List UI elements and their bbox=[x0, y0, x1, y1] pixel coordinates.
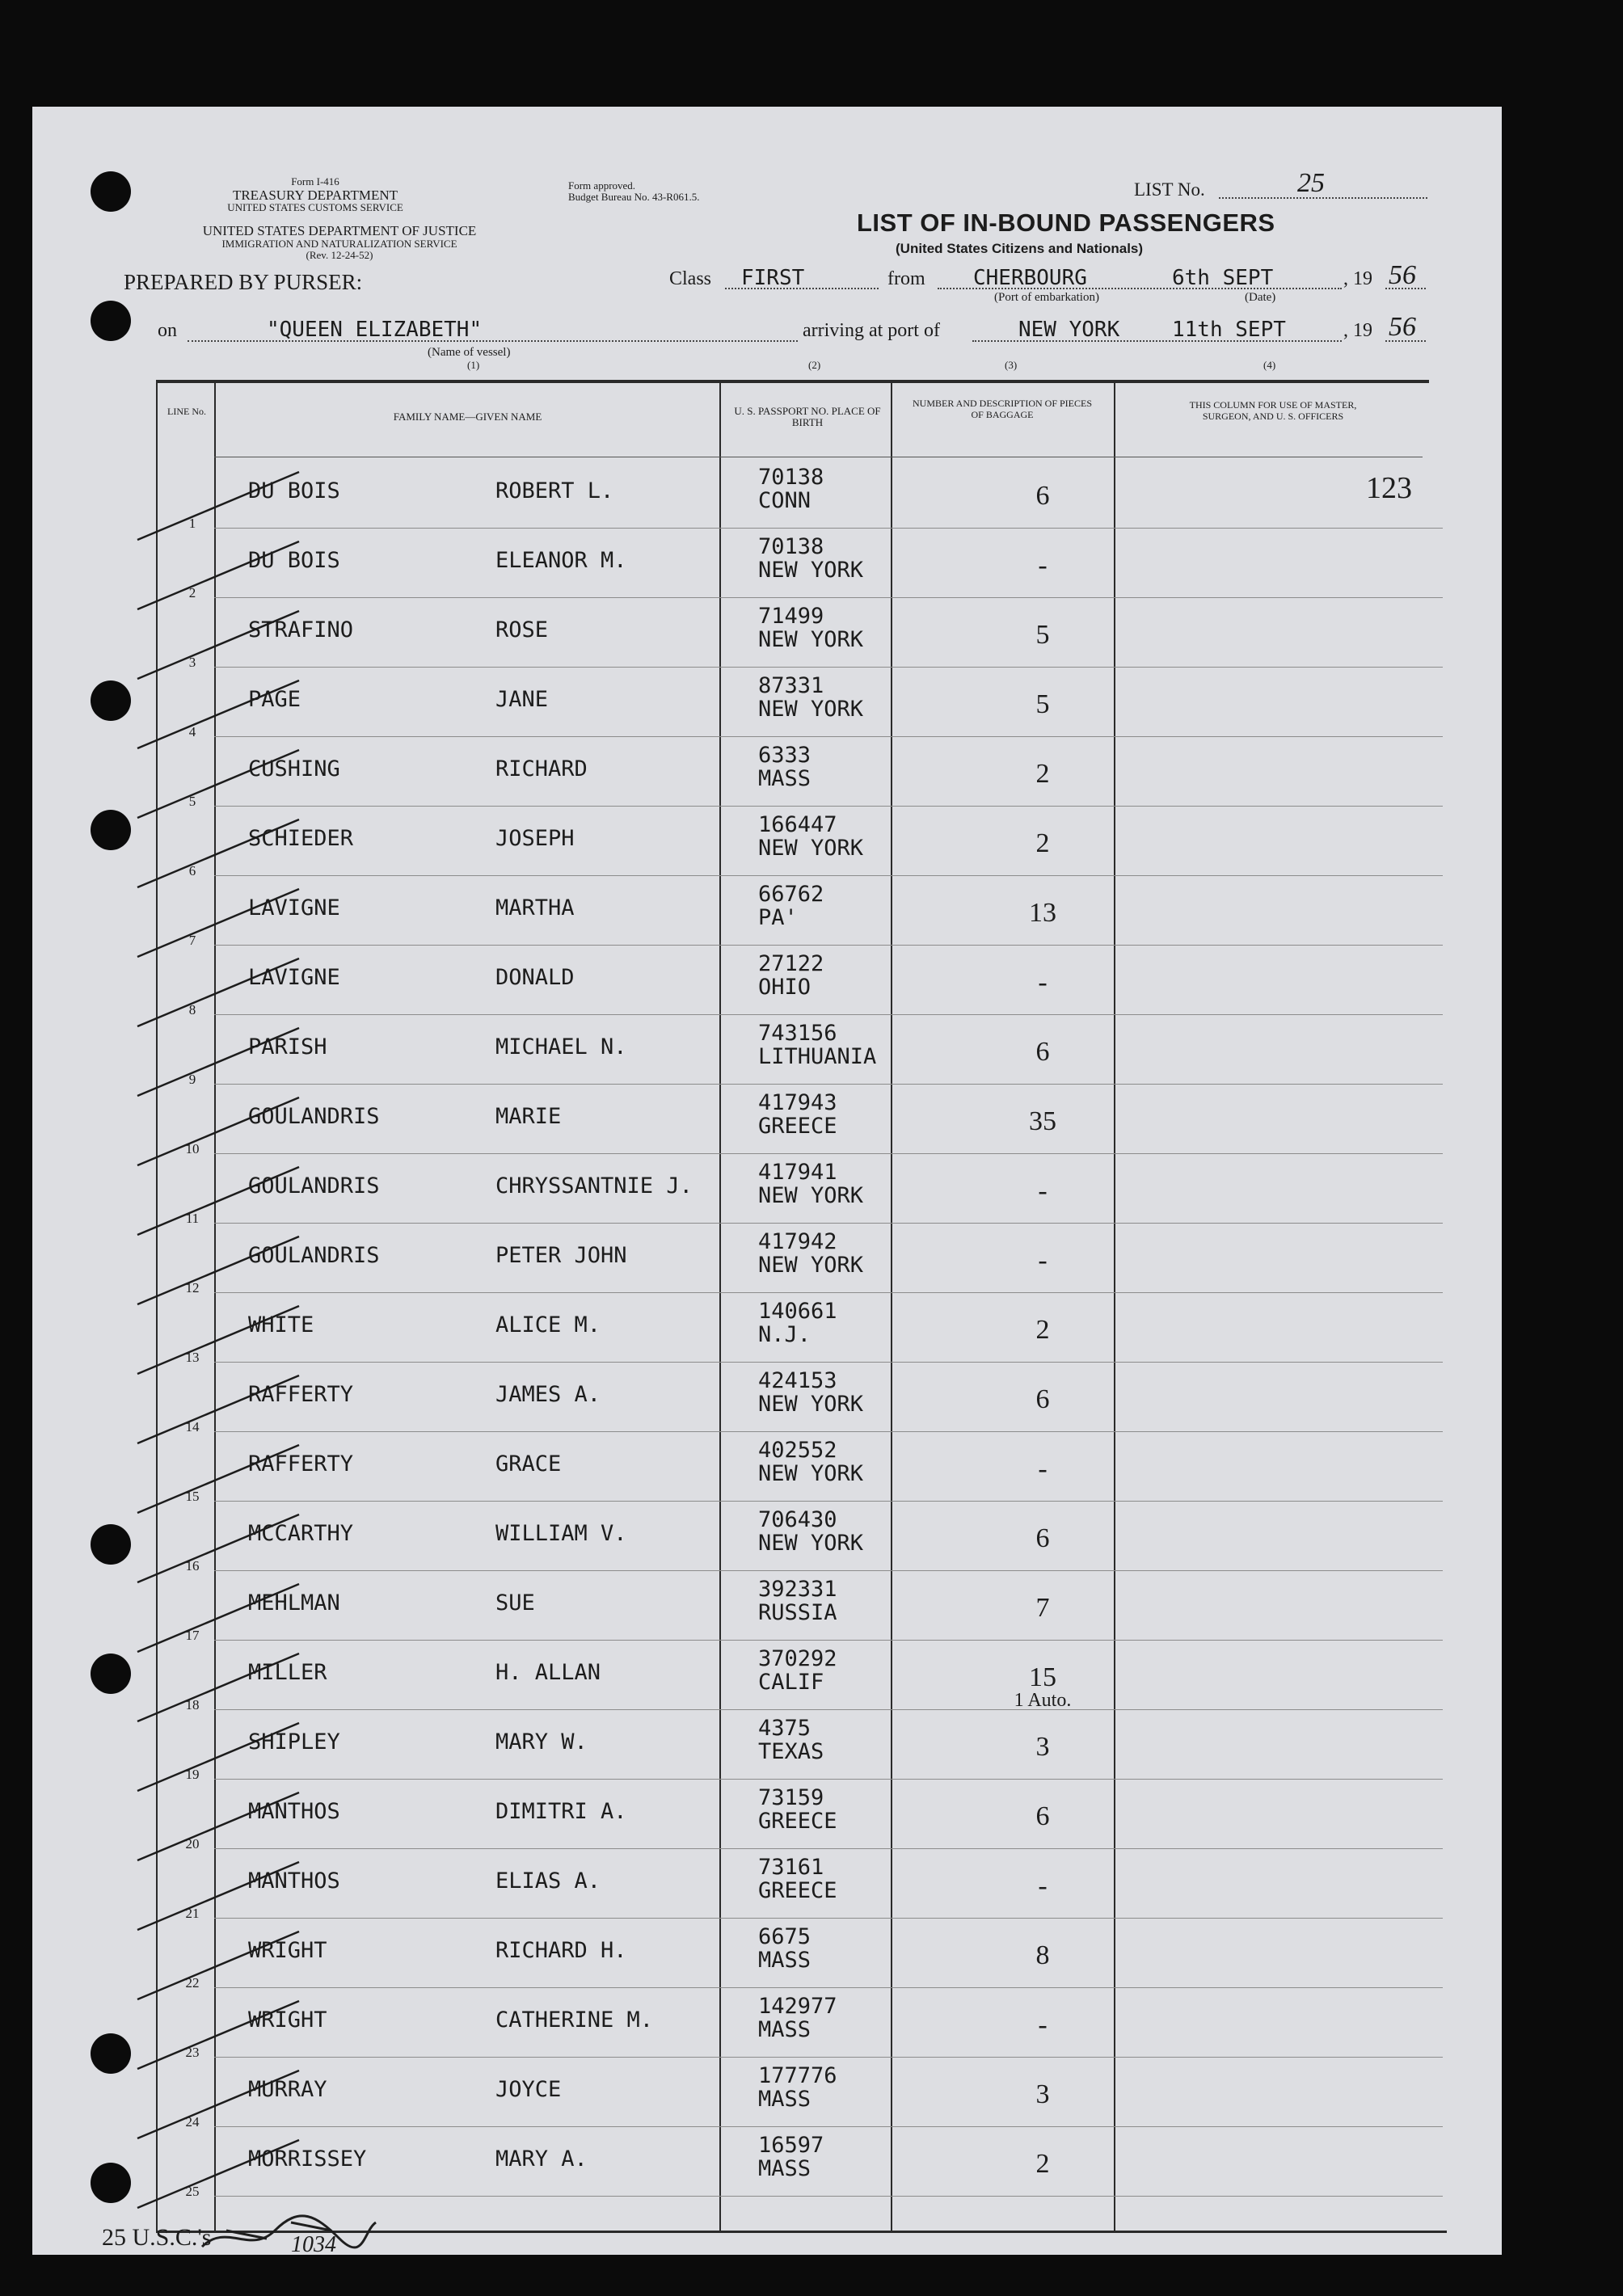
line-number: 24 bbox=[185, 2114, 200, 2130]
passport-number: 142977 bbox=[758, 1994, 837, 2019]
passport-number: 6675 bbox=[758, 1924, 812, 1949]
place-of-birth: NEW YORK bbox=[758, 1183, 864, 1208]
baggage-count: 2 bbox=[1035, 1315, 1050, 1345]
passport-number: 73161 bbox=[758, 1855, 824, 1880]
table-row bbox=[0, 1363, 1623, 1432]
embarkation-year: 56 bbox=[1389, 260, 1416, 290]
family-name: MORRISSEY bbox=[248, 2146, 367, 2172]
passport-number: 402552 bbox=[758, 1438, 837, 1463]
header-officers: THIS COLUMN FOR USE OF MASTER, SURGEON, AND U. S. OFFICERS bbox=[1189, 399, 1357, 422]
table-row bbox=[0, 1571, 1623, 1641]
table-row bbox=[0, 737, 1623, 807]
table-row bbox=[0, 1085, 1623, 1154]
place-of-birth: GREECE bbox=[758, 1809, 837, 1834]
given-name: JOYCE bbox=[495, 2077, 562, 2102]
table-row bbox=[0, 1224, 1623, 1293]
passport-number: 73159 bbox=[758, 1785, 824, 1810]
table-row bbox=[0, 529, 1623, 598]
column-number-1: (1) bbox=[467, 359, 480, 371]
line-number: 12 bbox=[185, 1280, 200, 1295]
place-of-birth: NEW YORK bbox=[758, 627, 864, 652]
place-of-birth: N.J. bbox=[758, 1322, 812, 1347]
date-caption: (Date) bbox=[1245, 291, 1276, 304]
line-number: 11 bbox=[185, 1211, 200, 1226]
class-label: Class bbox=[669, 268, 712, 289]
place-of-birth: NEW YORK bbox=[758, 1531, 864, 1556]
place-of-birth: NEW YORK bbox=[758, 836, 864, 861]
line-number: 17 bbox=[185, 1628, 200, 1643]
baggage-count: 7 bbox=[1035, 1593, 1050, 1623]
family-name: SCHIEDER bbox=[248, 826, 354, 851]
line-number: 22 bbox=[185, 1975, 200, 1991]
family-name: GOULANDRIS bbox=[248, 1173, 380, 1199]
given-name: RICHARD H. bbox=[495, 1938, 627, 1963]
header-baggage: NUMBER AND DESCRIPTION OF PIECES OF BAGGAGE bbox=[912, 398, 1093, 420]
given-name: PETER JOHN bbox=[495, 1243, 627, 1268]
table-row bbox=[0, 1293, 1623, 1363]
given-name: MARTHA bbox=[495, 895, 575, 921]
table-row bbox=[0, 1154, 1623, 1224]
check-mark bbox=[129, 2135, 339, 2216]
list-number-label: LIST No. bbox=[1134, 179, 1205, 200]
list-number: 25 bbox=[1297, 168, 1325, 198]
baggage-count: 2 bbox=[1035, 759, 1050, 789]
place-of-birth: LITHUANIA bbox=[758, 1044, 877, 1069]
passport-number: 27122 bbox=[758, 951, 824, 976]
family-name: LAVIGNE bbox=[248, 895, 340, 921]
baggage-count: 13 bbox=[1029, 898, 1056, 928]
family-name: MURRAY bbox=[248, 2077, 327, 2102]
baggage-count: 8 bbox=[1035, 1940, 1050, 1970]
baggage-count: - bbox=[1038, 550, 1048, 580]
baggage-count: 6 bbox=[1035, 1037, 1050, 1067]
table-row bbox=[0, 1641, 1623, 1713]
on-label: on bbox=[158, 320, 177, 341]
place-of-birth: NEW YORK bbox=[758, 697, 864, 722]
table-top-border bbox=[156, 380, 1429, 383]
place-of-birth: CONN bbox=[758, 488, 812, 513]
family-name: MCCARTHY bbox=[248, 1521, 354, 1546]
table-row bbox=[0, 2058, 1623, 2130]
punch-hole bbox=[91, 171, 131, 212]
given-name: WILLIAM V. bbox=[495, 1521, 627, 1546]
family-name: MEHLMAN bbox=[248, 1590, 340, 1616]
passport-number: 4375 bbox=[758, 1716, 812, 1741]
line-number: 25 bbox=[185, 2184, 200, 2199]
family-name: DU BOIS bbox=[248, 548, 340, 573]
table-row bbox=[0, 1849, 1623, 1919]
from-label: from bbox=[887, 268, 925, 289]
line-number: 3 bbox=[188, 655, 196, 670]
family-name: WHITE bbox=[248, 1312, 314, 1338]
immigration-service: IMMIGRATION AND NATURALIZATION SERVICE bbox=[221, 238, 457, 250]
passport-number: 392331 bbox=[758, 1577, 837, 1602]
family-name: GOULANDRIS bbox=[248, 1104, 380, 1129]
treasury-department: TREASURY DEPARTMENT bbox=[232, 187, 398, 203]
line-number: 14 bbox=[185, 1419, 200, 1434]
customs-service: UNITED STATES CUSTOMS SERVICE bbox=[227, 201, 403, 213]
department-of-justice: UNITED STATES DEPARTMENT OF JUSTICE bbox=[202, 223, 477, 238]
family-name: GOULANDRIS bbox=[248, 1243, 380, 1268]
given-name: RICHARD bbox=[495, 756, 588, 781]
line-number: 23 bbox=[185, 2045, 200, 2060]
arrival-year: 56 bbox=[1389, 312, 1416, 342]
baggage-count: - bbox=[1038, 1871, 1048, 1901]
baggage-description: 1 Auto. bbox=[1014, 1690, 1072, 1711]
passenger-total: 25 U.S.C.'s bbox=[102, 2224, 212, 2251]
passport-number: 6333 bbox=[758, 743, 812, 768]
line-number: 7 bbox=[188, 933, 196, 948]
given-name: MICHAEL N. bbox=[495, 1034, 627, 1060]
table-row bbox=[0, 459, 1623, 529]
line-number: 5 bbox=[188, 794, 196, 809]
line-number: 10 bbox=[185, 1141, 200, 1156]
given-name: JANE bbox=[495, 687, 549, 712]
given-name: DONALD bbox=[495, 965, 575, 990]
given-name: ROBERT L. bbox=[495, 478, 614, 503]
baggage-count: 35 bbox=[1029, 1106, 1056, 1136]
given-name: ALICE M. bbox=[495, 1312, 601, 1338]
line-number: 2 bbox=[188, 585, 196, 600]
baggage-count: - bbox=[1038, 967, 1048, 997]
place-of-birth: GREECE bbox=[758, 1114, 837, 1139]
line-number: 4 bbox=[188, 724, 196, 739]
given-name: ELIAS A. bbox=[495, 1868, 601, 1894]
baggage-count: 2 bbox=[1035, 2149, 1050, 2179]
place-of-birth: PA' bbox=[758, 905, 798, 930]
place-of-birth: GREECE bbox=[758, 1878, 837, 1903]
line-number: 9 bbox=[188, 1072, 196, 1087]
given-name: CHRYSSANTNIE J. bbox=[495, 1173, 693, 1199]
line-number: 15 bbox=[185, 1489, 200, 1504]
family-name: MILLER bbox=[248, 1660, 327, 1685]
place-of-birth: TEXAS bbox=[758, 1739, 824, 1764]
line-number: 20 bbox=[185, 1836, 200, 1852]
passport-number: 166447 bbox=[758, 812, 837, 837]
vessel-caption: (Name of vessel) bbox=[428, 346, 511, 359]
given-name: CATHERINE M. bbox=[495, 2007, 654, 2033]
passport-number: 70138 bbox=[758, 465, 824, 490]
baggage-count: 6 bbox=[1035, 1384, 1050, 1414]
family-name: RAFFERTY bbox=[248, 1382, 354, 1407]
passport-number: 177776 bbox=[758, 2063, 837, 2088]
line-number: 13 bbox=[185, 1350, 200, 1365]
baggage-count: 5 bbox=[1035, 620, 1050, 650]
family-name: SHIPLEY bbox=[248, 1729, 340, 1755]
column-number-2: (2) bbox=[808, 359, 821, 371]
given-name: JOSEPH bbox=[495, 826, 575, 851]
passport-number: 140661 bbox=[758, 1299, 837, 1324]
embarkation-date: 6th SEPT bbox=[1172, 266, 1274, 290]
header-passport: U. S. PASSPORT NO. PLACE OF BIRTH bbox=[734, 405, 881, 428]
family-name: PARISH bbox=[248, 1034, 327, 1060]
place-of-birth: MASS bbox=[758, 1948, 812, 1973]
header-line-no: LINE No. bbox=[167, 406, 206, 417]
given-name: SUE bbox=[495, 1590, 535, 1616]
place-of-birth: MASS bbox=[758, 2156, 812, 2181]
place-of-birth: MASS bbox=[758, 2017, 812, 2042]
table-row bbox=[0, 1432, 1623, 1502]
passport-number: 87331 bbox=[758, 673, 824, 698]
given-name: MARIE bbox=[495, 1104, 562, 1129]
line-number: 19 bbox=[185, 1767, 200, 1782]
passport-number: 70138 bbox=[758, 534, 824, 559]
family-name: LAVIGNE bbox=[248, 965, 340, 990]
column-number-3: (3) bbox=[1005, 359, 1018, 371]
baggage-count: 15 bbox=[1029, 1662, 1056, 1692]
place-of-birth: NEW YORK bbox=[758, 1461, 864, 1486]
family-name: WRIGHT bbox=[248, 2007, 327, 2033]
header-name: FAMILY NAME—GIVEN NAME bbox=[393, 411, 542, 423]
place-of-birth: NEW YORK bbox=[758, 558, 864, 583]
given-name: ELEANOR M. bbox=[495, 548, 627, 573]
line-number: 18 bbox=[185, 1697, 200, 1713]
column-number-4: (4) bbox=[1263, 359, 1276, 371]
given-name: DIMITRI A. bbox=[495, 1799, 627, 1824]
passport-number: 370292 bbox=[758, 1646, 837, 1671]
passport-number: 706430 bbox=[758, 1507, 837, 1532]
family-name: RAFFERTY bbox=[248, 1451, 354, 1477]
passport-number: 743156 bbox=[758, 1021, 837, 1046]
place-of-birth: NEW YORK bbox=[758, 1392, 864, 1417]
family-name: DU BOIS bbox=[248, 478, 340, 503]
passport-number: 417942 bbox=[758, 1229, 837, 1254]
baggage-count: 3 bbox=[1035, 1732, 1050, 1762]
arriving-label: arriving at port of bbox=[803, 320, 940, 341]
baggage-count: 3 bbox=[1035, 2079, 1050, 2109]
line-number: 16 bbox=[185, 1558, 200, 1573]
arrival-date: 11th SEPT bbox=[1172, 318, 1286, 342]
form-approved: Form approved. bbox=[568, 179, 636, 192]
passport-number: 417941 bbox=[758, 1160, 837, 1185]
passport-number: 66762 bbox=[758, 882, 824, 907]
family-name: WRIGHT bbox=[248, 1938, 327, 1963]
place-of-birth: RUSSIA bbox=[758, 1600, 837, 1625]
passport-number: 417943 bbox=[758, 1090, 837, 1115]
table-row bbox=[0, 1919, 1623, 1991]
baggage-count: 6 bbox=[1035, 481, 1050, 511]
table-row bbox=[0, 1780, 1623, 1852]
place-of-birth: CALIF bbox=[758, 1670, 824, 1695]
given-name: ROSE bbox=[495, 617, 549, 642]
family-name: CUSHING bbox=[248, 756, 340, 781]
table-row bbox=[0, 2127, 1623, 2197]
arrival-port: NEW YORK bbox=[1018, 318, 1120, 342]
place-of-birth: NEW YORK bbox=[758, 1253, 864, 1278]
year-prefix: 19 bbox=[1353, 268, 1372, 289]
family-name: MANTHOS bbox=[248, 1868, 340, 1894]
line-number: 1 bbox=[188, 516, 196, 531]
signature-note: 1034 bbox=[291, 2232, 336, 2257]
officer-signature bbox=[194, 2206, 380, 2263]
line-number: 8 bbox=[188, 1002, 196, 1017]
baggage-count: - bbox=[1038, 2010, 1048, 2040]
passport-number: 16597 bbox=[758, 2133, 824, 2158]
given-name: MARY W. bbox=[495, 1729, 588, 1755]
passport-number: 71499 bbox=[758, 604, 824, 629]
table-row bbox=[0, 1015, 1623, 1085]
form-number: Form I-416 bbox=[291, 175, 339, 187]
budget-bureau-number: Budget Bureau No. 43-R061.5. bbox=[568, 191, 700, 203]
place-of-birth: MASS bbox=[758, 2087, 812, 2112]
form-revision: (Rev. 12-24-52) bbox=[306, 249, 373, 261]
table-row bbox=[0, 807, 1623, 876]
passenger-table bbox=[0, 459, 1623, 2237]
year-prefix: 19 bbox=[1353, 320, 1372, 341]
embarkation-caption: (Port of embarkation) bbox=[994, 291, 1099, 304]
line-number: 21 bbox=[185, 1906, 200, 1921]
punch-hole bbox=[91, 301, 131, 341]
table-row bbox=[0, 598, 1623, 668]
line-number: 6 bbox=[188, 863, 196, 878]
family-name: MANTHOS bbox=[248, 1799, 340, 1824]
vessel-name: "QUEEN ELIZABETH" bbox=[267, 318, 483, 342]
family-name: STRAFINO bbox=[248, 617, 354, 642]
given-name: GRACE bbox=[495, 1451, 562, 1477]
table-row bbox=[0, 1710, 1623, 1780]
embarkation-port: CHERBOURG bbox=[973, 266, 1087, 290]
table-row bbox=[0, 876, 1623, 946]
officer-note: 123 bbox=[1366, 471, 1412, 505]
given-name: H. ALLAN bbox=[495, 1660, 601, 1685]
baggage-count: - bbox=[1038, 1454, 1048, 1484]
baggage-count: 5 bbox=[1035, 689, 1050, 719]
passport-number: 424153 bbox=[758, 1368, 837, 1393]
table-row bbox=[0, 1988, 1623, 2058]
page-title: LIST OF IN-BOUND PASSENGERS bbox=[857, 209, 1275, 237]
given-name: MARY A. bbox=[495, 2146, 588, 2172]
table-row bbox=[0, 668, 1623, 737]
prepared-by-label: PREPARED BY PURSER: bbox=[124, 270, 363, 294]
place-of-birth: MASS bbox=[758, 766, 812, 791]
baggage-count: - bbox=[1038, 1245, 1048, 1275]
family-name: PAGE bbox=[248, 687, 301, 712]
table-row bbox=[0, 946, 1623, 1015]
class-value: FIRST bbox=[741, 266, 805, 290]
baggage-count: 2 bbox=[1035, 828, 1050, 858]
baggage-count: - bbox=[1038, 1176, 1048, 1206]
table-row bbox=[0, 1502, 1623, 1571]
place-of-birth: OHIO bbox=[758, 975, 812, 1000]
given-name: JAMES A. bbox=[495, 1382, 601, 1407]
baggage-count: 6 bbox=[1035, 1801, 1050, 1831]
page-subtitle: (United States Citizens and Nationals) bbox=[896, 241, 1144, 256]
baggage-count: 6 bbox=[1035, 1523, 1050, 1553]
